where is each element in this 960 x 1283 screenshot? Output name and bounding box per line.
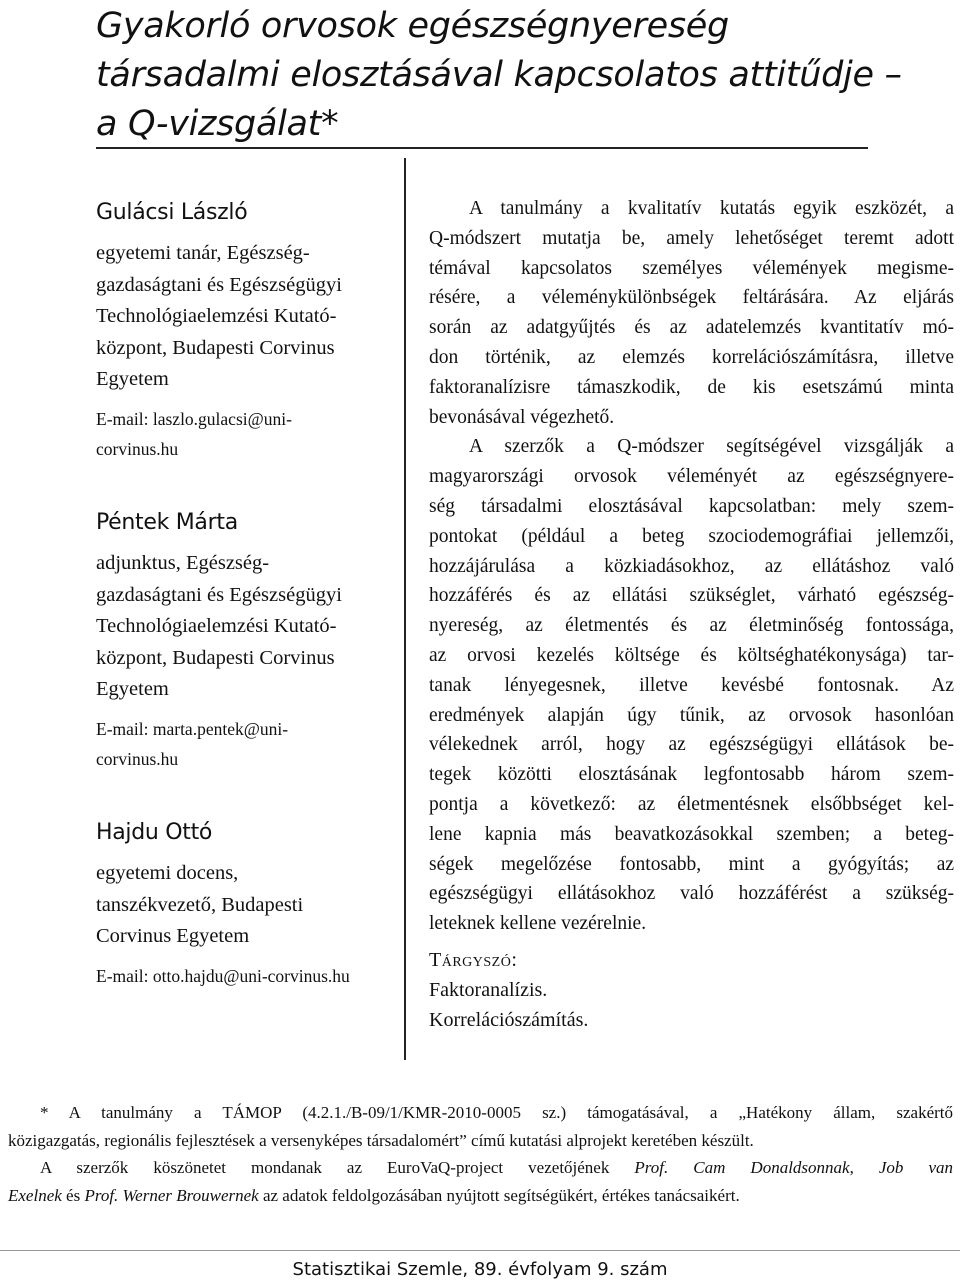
article-title	[96, 2, 936, 149]
email-line: E-mail: otto.hajdu@uni-corvinus.hu	[96, 965, 350, 986]
ack-name: Prof. Cam Donaldsonnak	[634, 1158, 850, 1177]
ack-text: A szerzők köszönetet mondanak az EuroVaQ-project vezetőjének	[40, 1158, 635, 1177]
title-line: a Q-vizsgálat*	[96, 104, 339, 144]
abstract-line: hozzáférés és az ellátási szükséglet, várható egészség-	[429, 585, 954, 607]
author-name: Gulácsi László	[96, 200, 248, 225]
keyword-item: Korrelációszámítás.	[429, 1009, 589, 1031]
affiliation-line: gazdaságtani és Egészségügyi	[96, 273, 342, 296]
email-line: corvinus.hu	[96, 438, 179, 459]
abstract-line: Q-módszert mutatja be, amely lehetőséget teremt adott	[429, 227, 954, 249]
abstract-line: során az adatgyűjtés és az adatelemzés kvantitatív mó-	[429, 317, 954, 339]
abstract-line: eredmények alapján úgy tűnik, az orvosok hasonlóan	[429, 704, 954, 726]
ack-name: Job van	[878, 1158, 953, 1177]
author-email[interactable]	[96, 961, 416, 991]
title-line: Gyakorló orvosok egészségnyereség	[96, 6, 729, 46]
ack-text: ,	[849, 1158, 879, 1177]
abstract-line: don történik, az elemzés korrelációszámításra, illetve	[429, 346, 954, 368]
abstract-line: leteknek kellene vezérelnie.	[429, 913, 647, 935]
abstract-line: faktoranalízisre támaszkodik, de kis esetszámú minta	[429, 376, 954, 398]
affiliation-line: adjunktus, Egészség-	[96, 552, 270, 574]
abstract-line: az orvosi kezelés költsége és költséghatékonysága) tar-	[429, 644, 954, 666]
footnote-line: * A tanulmány a TÁMOP (4.2.1./B-09/1/KMR-2010-0005 sz.) támogatásával, a „Hatékony állam, szakértő	[40, 1103, 953, 1122]
footnote	[8, 1099, 953, 1209]
ack-name: Prof. Werner Brouwernek	[84, 1185, 259, 1205]
abstract-line: bevonásával végezhető.	[429, 406, 615, 428]
abstract-line: lene kapnia más beavatkozásokkal szemben; a beteg-	[429, 823, 954, 845]
affiliation-line: tanszékvezető, Budapesti	[96, 893, 304, 916]
keywords	[429, 945, 588, 1035]
acknowledgement-line	[8, 1182, 953, 1210]
abstract-line: pontja a következő: az életmentésnek elsőbbséget kel-	[429, 793, 954, 815]
author-block-1	[96, 194, 416, 464]
keyword-item: Faktoranalízis.	[429, 979, 548, 1001]
email-line: E-mail: marta.pentek@uni-	[96, 718, 289, 739]
affiliation-line: Corvinus Egyetem	[96, 925, 250, 947]
email-line: corvinus.hu	[96, 748, 179, 769]
affiliation-line: Egyetem	[96, 368, 169, 390]
affiliation-line: Egyetem	[96, 678, 169, 700]
affiliation-line: Technológiaelemzési Kutató-	[96, 305, 337, 327]
abstract-line: pontokat (például a beteg szociodemográfiai jellemzői,	[429, 525, 954, 547]
abstract-line: vélekednek arról, hogy az egészségügyi ellátások be-	[429, 734, 954, 756]
author-name: Hajdu Ottó	[96, 820, 213, 845]
abstract-line: témával kapcsolatos személyes vélemények megisme-	[429, 257, 954, 279]
ack-text: és	[61, 1185, 85, 1205]
affiliation-line: egyetemi docens,	[96, 862, 239, 884]
abstract	[429, 194, 954, 939]
abstract-line: egészségügyi ellátásokhoz való hozzáférést a szükség-	[429, 883, 954, 905]
ack-text: az adatok feldolgozásában nyújtott segítségükért, értékes tanácsaikért.	[258, 1185, 740, 1205]
author-name: Péntek Márta	[96, 510, 238, 535]
journal-footer: Statisztikai Szemle, 89. évfolyam 9. szám	[292, 1259, 668, 1280]
abstract-line: tanak lényegesnek, illetve kevésbé fontosnak. Az	[429, 674, 954, 696]
footer-divider	[0, 1250, 960, 1251]
affiliation-line: központ, Budapesti Corvinus	[96, 646, 335, 669]
author-affiliation	[96, 548, 416, 706]
ack-name: Exelnek	[8, 1185, 62, 1205]
abstract-line: ség társadalmi elosztásával kapcsolatban: mely szem-	[429, 495, 954, 517]
abstract-line: résére, a véleménykülönbségek feltárására. Az eljárás	[429, 287, 954, 309]
abstract-line: hozzájárulása a közkiadásokhoz, az ellátáshoz való	[429, 555, 954, 577]
author-email[interactable]	[96, 404, 416, 464]
keywords-heading: Tárgyszó:	[429, 949, 518, 971]
abstract-line: nyereség, az életmentés és az életminőség fontossága,	[429, 615, 954, 637]
author-email[interactable]	[96, 714, 416, 774]
acknowledgement-line	[8, 1154, 953, 1182]
affiliation-line: központ, Budapesti Corvinus	[96, 336, 335, 359]
abstract-line: A tanulmány a kvalitatív kutatás egyik eszközét, a	[469, 198, 954, 219]
abstract-line: magyarországi orvosok véleményét az egészségnyere-	[429, 466, 954, 488]
author-block-2	[96, 504, 416, 774]
abstract-line: ségek megelőzése fontosabb, mint a gyógyítás; az	[429, 853, 954, 875]
affiliation-line: egyetemi tanár, Egészség-	[96, 242, 310, 264]
title-line: társadalmi elosztásával kapcsolatos attitűdje –	[96, 55, 902, 95]
author-affiliation	[96, 238, 416, 396]
email-line: E-mail: laszlo.gulacsi@uni-	[96, 408, 292, 429]
affiliation-line: gazdaságtani és Egészségügyi	[96, 583, 342, 606]
abstract-line: A szerzők a Q-módszer segítségével vizsgálják a	[469, 436, 954, 458]
affiliation-line: Technológiaelemzési Kutató-	[96, 615, 337, 637]
abstract-line: tegek közötti elosztásának legfontosabb három szem-	[429, 764, 954, 786]
author-affiliation	[96, 858, 416, 953]
author-block-3	[96, 814, 416, 991]
title-divider	[96, 147, 868, 149]
footnote-line: közigazgatás, regionális fejlesztések a versenyképes társadalomért” című kutatási alprojekt keretében készült.	[8, 1130, 754, 1150]
